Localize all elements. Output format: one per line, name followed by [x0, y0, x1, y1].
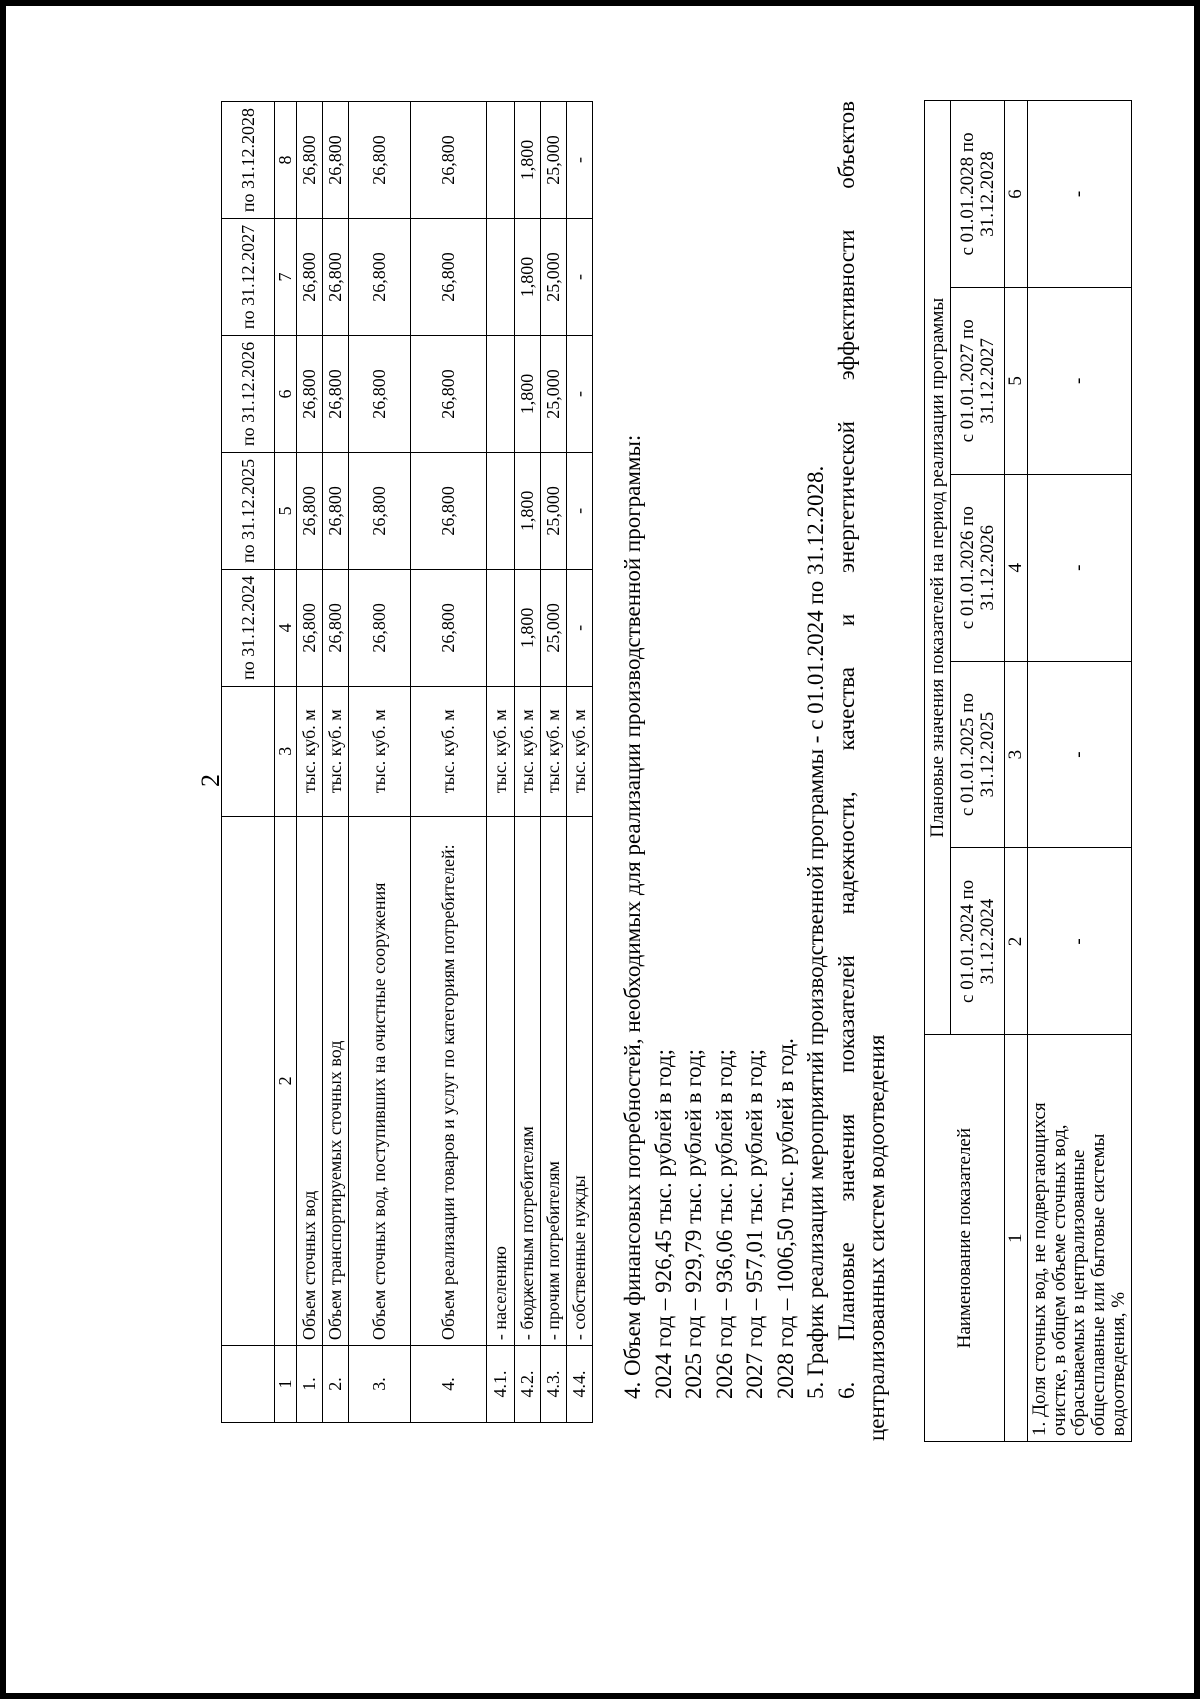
- row-number: 4.2.: [515, 1346, 541, 1423]
- row-value: 1,800: [515, 102, 541, 219]
- period-header: с 01.01.2027 по 31.12.2027: [951, 287, 1005, 474]
- row-value: 26,800: [297, 569, 323, 686]
- column-number: 3: [275, 686, 297, 816]
- row-number: 2.: [323, 1346, 349, 1423]
- section-4-title: 4. Объем финансовых потребностей, необходимых для реализации производственной программы:: [620, 434, 645, 1399]
- column-number: 8: [275, 102, 297, 219]
- page-number: 2: [196, 774, 225, 787]
- section-6-word: объектов: [833, 101, 859, 189]
- table-row: [411, 102, 487, 1423]
- row-value: 25,000: [541, 102, 567, 219]
- row-unit: тыс. куб. м: [487, 686, 515, 816]
- row-value: 26,800: [297, 335, 323, 452]
- indicator-value: -: [1027, 287, 1131, 474]
- row-value: 25,000: [541, 219, 567, 336]
- section-6-word: качества: [833, 666, 859, 751]
- table-row: [487, 102, 515, 1423]
- row-value: 1,800: [515, 219, 541, 336]
- row-value: 26,800: [411, 219, 487, 336]
- section-6-word: надежности,: [833, 791, 859, 915]
- row-value: 26,800: [323, 335, 349, 452]
- row-value: 26,800: [297, 452, 323, 569]
- row-number: 3.: [349, 1346, 411, 1423]
- row-value: 26,800: [323, 102, 349, 219]
- row-value: -: [567, 452, 593, 569]
- row-value: 26,800: [323, 219, 349, 336]
- column-number: 6: [1005, 101, 1028, 288]
- finance-item: 2024 год – 926,45 тыс. рублей в год;: [650, 1048, 676, 1399]
- row-name: - бюджетным потребителям: [515, 816, 541, 1345]
- table-row: [567, 102, 593, 1423]
- row-value: [487, 219, 515, 336]
- header-cell: [222, 816, 275, 1345]
- row-value: 26,800: [411, 569, 487, 686]
- section-6-word: показателей: [833, 955, 859, 1073]
- header-cell: по 31.12.2026: [222, 335, 275, 452]
- row-value: 26,800: [411, 102, 487, 219]
- column-number-row: [275, 102, 297, 1423]
- section-6-title: [832, 101, 863, 1421]
- indicators-table: [924, 100, 1132, 1442]
- row-number: 4.4.: [567, 1346, 593, 1423]
- row-name: - прочим потребителям: [541, 816, 567, 1345]
- table-header-row: [222, 102, 275, 1423]
- header-cell: по 31.12.2028: [222, 102, 275, 219]
- column-number: 3: [1005, 661, 1028, 848]
- column-number: 2: [1005, 848, 1028, 1035]
- row-number: 4.3.: [541, 1346, 567, 1423]
- group-header: Плановые значения показателей на период реализации программы: [925, 101, 951, 1035]
- row-name: Объем транспортируемых сточных вод: [323, 816, 349, 1345]
- row-value: 1,800: [515, 335, 541, 452]
- indicator-value: -: [1027, 661, 1131, 848]
- row-value: 1,800: [515, 569, 541, 686]
- row-value: 26,800: [349, 102, 411, 219]
- table-row: [323, 102, 349, 1423]
- indicator-name: 1. Доля сточных вод, не подвергающихся очистке, в общем объеме сточных вод, сбрасываемых в централизованные общесплавные или бытовые системы водоотведения, %: [1027, 1035, 1131, 1442]
- column-number: 4: [1005, 474, 1028, 661]
- indicator-value: -: [1027, 101, 1131, 288]
- column-number: 1: [275, 1346, 297, 1423]
- row-value: 26,800: [349, 335, 411, 452]
- row-value: -: [567, 219, 593, 336]
- section-6-word: 6.: [833, 1381, 859, 1399]
- column-number: 6: [275, 335, 297, 452]
- column-number: 5: [1005, 287, 1028, 474]
- table-row: [297, 102, 323, 1423]
- document-page: [6, 6, 1194, 1693]
- row-unit: тыс. куб. м: [349, 686, 411, 816]
- row-value: 25,000: [541, 569, 567, 686]
- period-header: с 01.01.2026 по 31.12.2026: [951, 474, 1005, 661]
- row-name: - собственные нужды: [567, 816, 593, 1345]
- row-name: - населению: [487, 816, 515, 1345]
- indicator-value: -: [1027, 474, 1131, 661]
- table-row: [515, 102, 541, 1423]
- header-cell: [222, 686, 275, 816]
- finance-item: 2025 год – 929,79 тыс. рублей в год;: [681, 1048, 706, 1399]
- row-name: Объем сточных вод, поступивших на очистные сооружения: [349, 816, 411, 1345]
- row-value: 26,800: [349, 452, 411, 569]
- row-value: -: [567, 569, 593, 686]
- rotated-content: [126, 6, 1194, 1693]
- row-unit: тыс. куб. м: [297, 686, 323, 816]
- column-number: 2: [275, 816, 297, 1345]
- period-header: с 01.01.2024 по 31.12.2024: [951, 848, 1005, 1035]
- row-value: [487, 102, 515, 219]
- row-value: 26,800: [297, 102, 323, 219]
- column-number: 4: [275, 569, 297, 686]
- row-unit: тыс. куб. м: [515, 686, 541, 816]
- column-number: 1: [1005, 1035, 1028, 1442]
- section-5-text: 5. График реализации мероприятий производственной программы - с 01.01.2024 по 31.12.2028.: [803, 465, 828, 1399]
- period-header: с 01.01.2028 по 31.12.2028: [951, 101, 1005, 288]
- table-row: [1027, 101, 1131, 1442]
- row-unit: тыс. куб. м: [323, 686, 349, 816]
- body-text: [618, 101, 893, 1441]
- row-value: 25,000: [541, 335, 567, 452]
- finance-item: 2027 год – 957,01 тыс. рублей в год;: [742, 1048, 767, 1399]
- section-6-title-continued: централизованных систем водоотведения: [864, 1034, 889, 1441]
- row-value: 26,800: [297, 219, 323, 336]
- column-number: 5: [275, 452, 297, 569]
- section-6-word: и: [833, 613, 859, 627]
- row-number: 4.1.: [487, 1346, 515, 1423]
- row-unit: тыс. куб. м: [541, 686, 567, 816]
- row-value: 1,800: [515, 452, 541, 569]
- section-6-word: эффективности: [833, 229, 859, 381]
- row-number: 4.: [411, 1346, 487, 1423]
- row-name: Объем реализации товаров и услуг по категориям потребителей:: [411, 816, 487, 1345]
- row-value: -: [567, 102, 593, 219]
- row-value: 26,800: [323, 569, 349, 686]
- row-value: 26,800: [349, 569, 411, 686]
- row-value: [487, 452, 515, 569]
- column-number-row: [1005, 101, 1028, 1442]
- row-name: Объем сточных вод: [297, 816, 323, 1345]
- row-value: [487, 335, 515, 452]
- row-unit: тыс. куб. м: [567, 686, 593, 816]
- header-cell: по 31.12.2027: [222, 219, 275, 336]
- row-value: 26,800: [411, 335, 487, 452]
- section-6-word: Плановые: [833, 1242, 859, 1341]
- indicator-value: -: [1027, 848, 1131, 1035]
- column-number: 7: [275, 219, 297, 336]
- row-value: [487, 569, 515, 686]
- row-value: 26,800: [411, 452, 487, 569]
- header-cell: [222, 1346, 275, 1423]
- section-6-word: энергетической: [833, 421, 859, 574]
- row-value: 26,800: [323, 452, 349, 569]
- table-header-row: [925, 101, 951, 1442]
- row-unit: тыс. куб. м: [411, 686, 487, 816]
- table-row: [541, 102, 567, 1423]
- header-cell: по 31.12.2024: [222, 569, 275, 686]
- period-header: с 01.01.2025 по 31.12.2025: [951, 661, 1005, 848]
- table-row: [349, 102, 411, 1423]
- finance-item: 2026 год – 936,06 тыс. рублей в год;: [711, 1048, 737, 1399]
- row-number: 1.: [297, 1346, 323, 1423]
- name-header: Наименование показателей: [925, 1035, 1005, 1442]
- section-6-word: значения: [833, 1113, 859, 1202]
- production-volume-table: [221, 101, 593, 1423]
- row-value: 26,800: [349, 219, 411, 336]
- finance-item: 2028 год – 1006,50 тыс. рублей в год.: [772, 1038, 798, 1399]
- row-value: -: [567, 335, 593, 452]
- header-cell: по 31.12.2025: [222, 452, 275, 569]
- row-value: 25,000: [541, 452, 567, 569]
